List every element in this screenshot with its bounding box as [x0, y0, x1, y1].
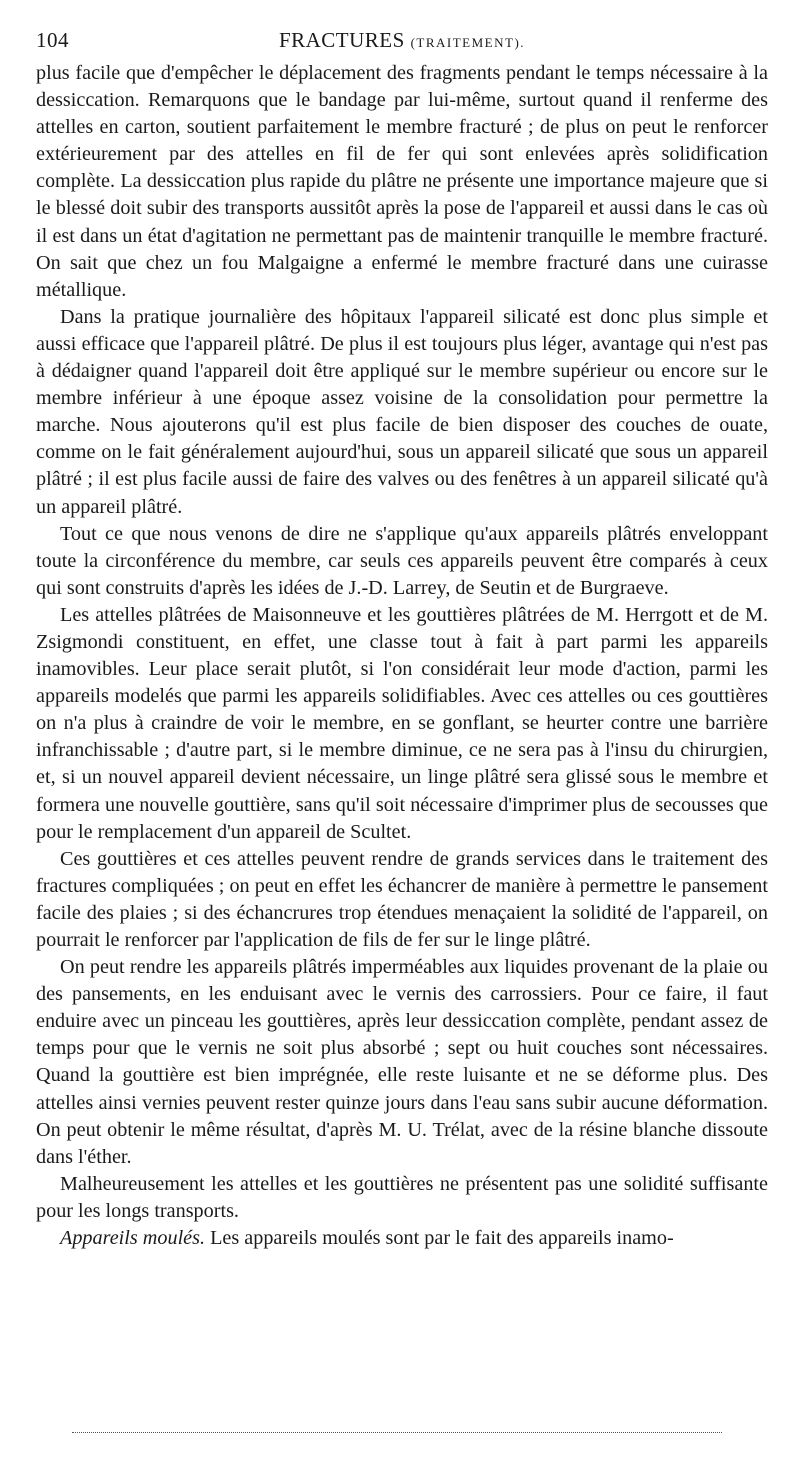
paragraph: On peut rendre les appareils plâtrés imperméables aux liquides provenant de la plaie ou des pansements, en les enduisant avec le vernis des carrossiers. Pour ce faire, il faut enduire avec un pinceau les gouttières, après leur dessiccation complète, pendant assez de temps pour que le vernis ne soit plus absorbé ; sept ou huit couches sont nécessaires. Quand la gouttière est bien imprégnée, elle reste luisante et ne se déforme plus. Des attelles ainsi vernies peuvent rester quinze jours dans l'eau sans subir aucune déformation. On peut obtenir le même résultat, d'après M. U. Trélat, avec de la résine blanche dissoute dans l'éther. [36, 956, 768, 1168]
section-lead: Appareils moulés. [60, 1227, 206, 1250]
body-text [36, 60, 768, 1252]
paragraph: plus facile que d'empêcher le déplacement des fragments pendant le temps nécessaire à la dessiccation. Remarquons que le bandage par lui-même, surtout quand il renferme des attelles en carton, soutient parfaitement le membre fracturé ; de plus on peut le renforcer extérieurement par des attelles en fil de fer qui sont enlevées après solidification complète. La dessiccation plus rapide du plâtre ne présente une importance majeure que si le blessé doit subir des transports aussitôt après la pose de l'appareil et aussi dans le cas où il est dans un état d'agitation ne permettant pas de maintenir tranquille le membre fracturé. On sait que chez un fou Malgaigne a enfermé le membre fracturé dans une cuirasse métallique. [36, 62, 768, 301]
section-text: Les appareils moulés sont par le fait des appareils inamo- [205, 1227, 674, 1250]
running-head [36, 28, 768, 53]
page-number: 104 [36, 28, 69, 52]
paragraph: Dans la pratique journalière des hôpitaux l'appareil silicaté est donc plus simple et aussi efficace que l'appareil plâtré. De plus il est toujours plus léger, avantage qui n'est pas à dédaigner quand l'appareil doit être appliqué sur le membre supérieur ou encore sur le membre inférieur à une époque assez voisine de la consolidation pour permettre la marche. Nous ajouterons qu'il est plus facile de bien disposer des couches de ouate, comme on le fait généralement aujourd'hui, sous un appareil silicaté que sous un appareil plâtré ; il est plus facile aussi de faire des valves ou des fenêtres à un appareil silicaté qu'à un appareil plâtré. [36, 305, 768, 518]
footer-dotted-rule [72, 1432, 722, 1433]
running-subtitle: (TRAITEMENT). [410, 35, 526, 50]
book-page [36, 24, 768, 1252]
page-header [36, 24, 768, 54]
paragraph-section-start [36, 1225, 768, 1252]
paragraph: Les attelles plâtrées de Maisonneuve et les gouttières plâtrées de M. Herrgott et de M. Zsigmondi constituent, en effet, une classe tout à fait à part parmi les appareils inamovibles. Leur place serait plutôt, si l'on considérait leur mode d'action, parmi les appareils modelés que parmi les appareils solidifiables. Avec ces attelles ou ces gouttières on n'a plus à craindre de voir le membre, en se gonflant, se heurter contre une barrière infranchissable ; d'autre part, si le membre diminue, ce ne sera pas à l'insu du chirurgien, et, si un nouvel appareil devient nécessaire, un linge plâtré sera glissé sous le membre et formera une nouvelle gouttière, sans qu'il soit nécessaire d'imprimer plus de secousses que pour le remplacement d'un appareil de Scultet. [36, 603, 768, 843]
paragraph: Malheureusement les attelles et les gouttières ne présentent pas une solidité suffisante pour les longs transports. [36, 1172, 768, 1222]
paragraph: Tout ce que nous venons de dire ne s'applique qu'aux appareils plâtrés enveloppant toute la circonférence du membre, car seuls ces appareils peuvent être comparés à ceux qui sont construits d'après les idées de J.-D. Larrey, de Seutin et de Burgraeve. [36, 522, 768, 599]
paragraph: Ces gouttières et ces attelles peuvent rendre de grands services dans le traitement des fractures compliquées ; on peut en effet les échancrer de manière à permettre le pansement facile des plaies ; si des échancrures trop étendues menaçaient la solidité de l'appareil, on pourrait le renforcer par l'application de fils de fer sur le linge plâtré. [36, 847, 768, 951]
running-title: FRACTURES [278, 28, 405, 52]
